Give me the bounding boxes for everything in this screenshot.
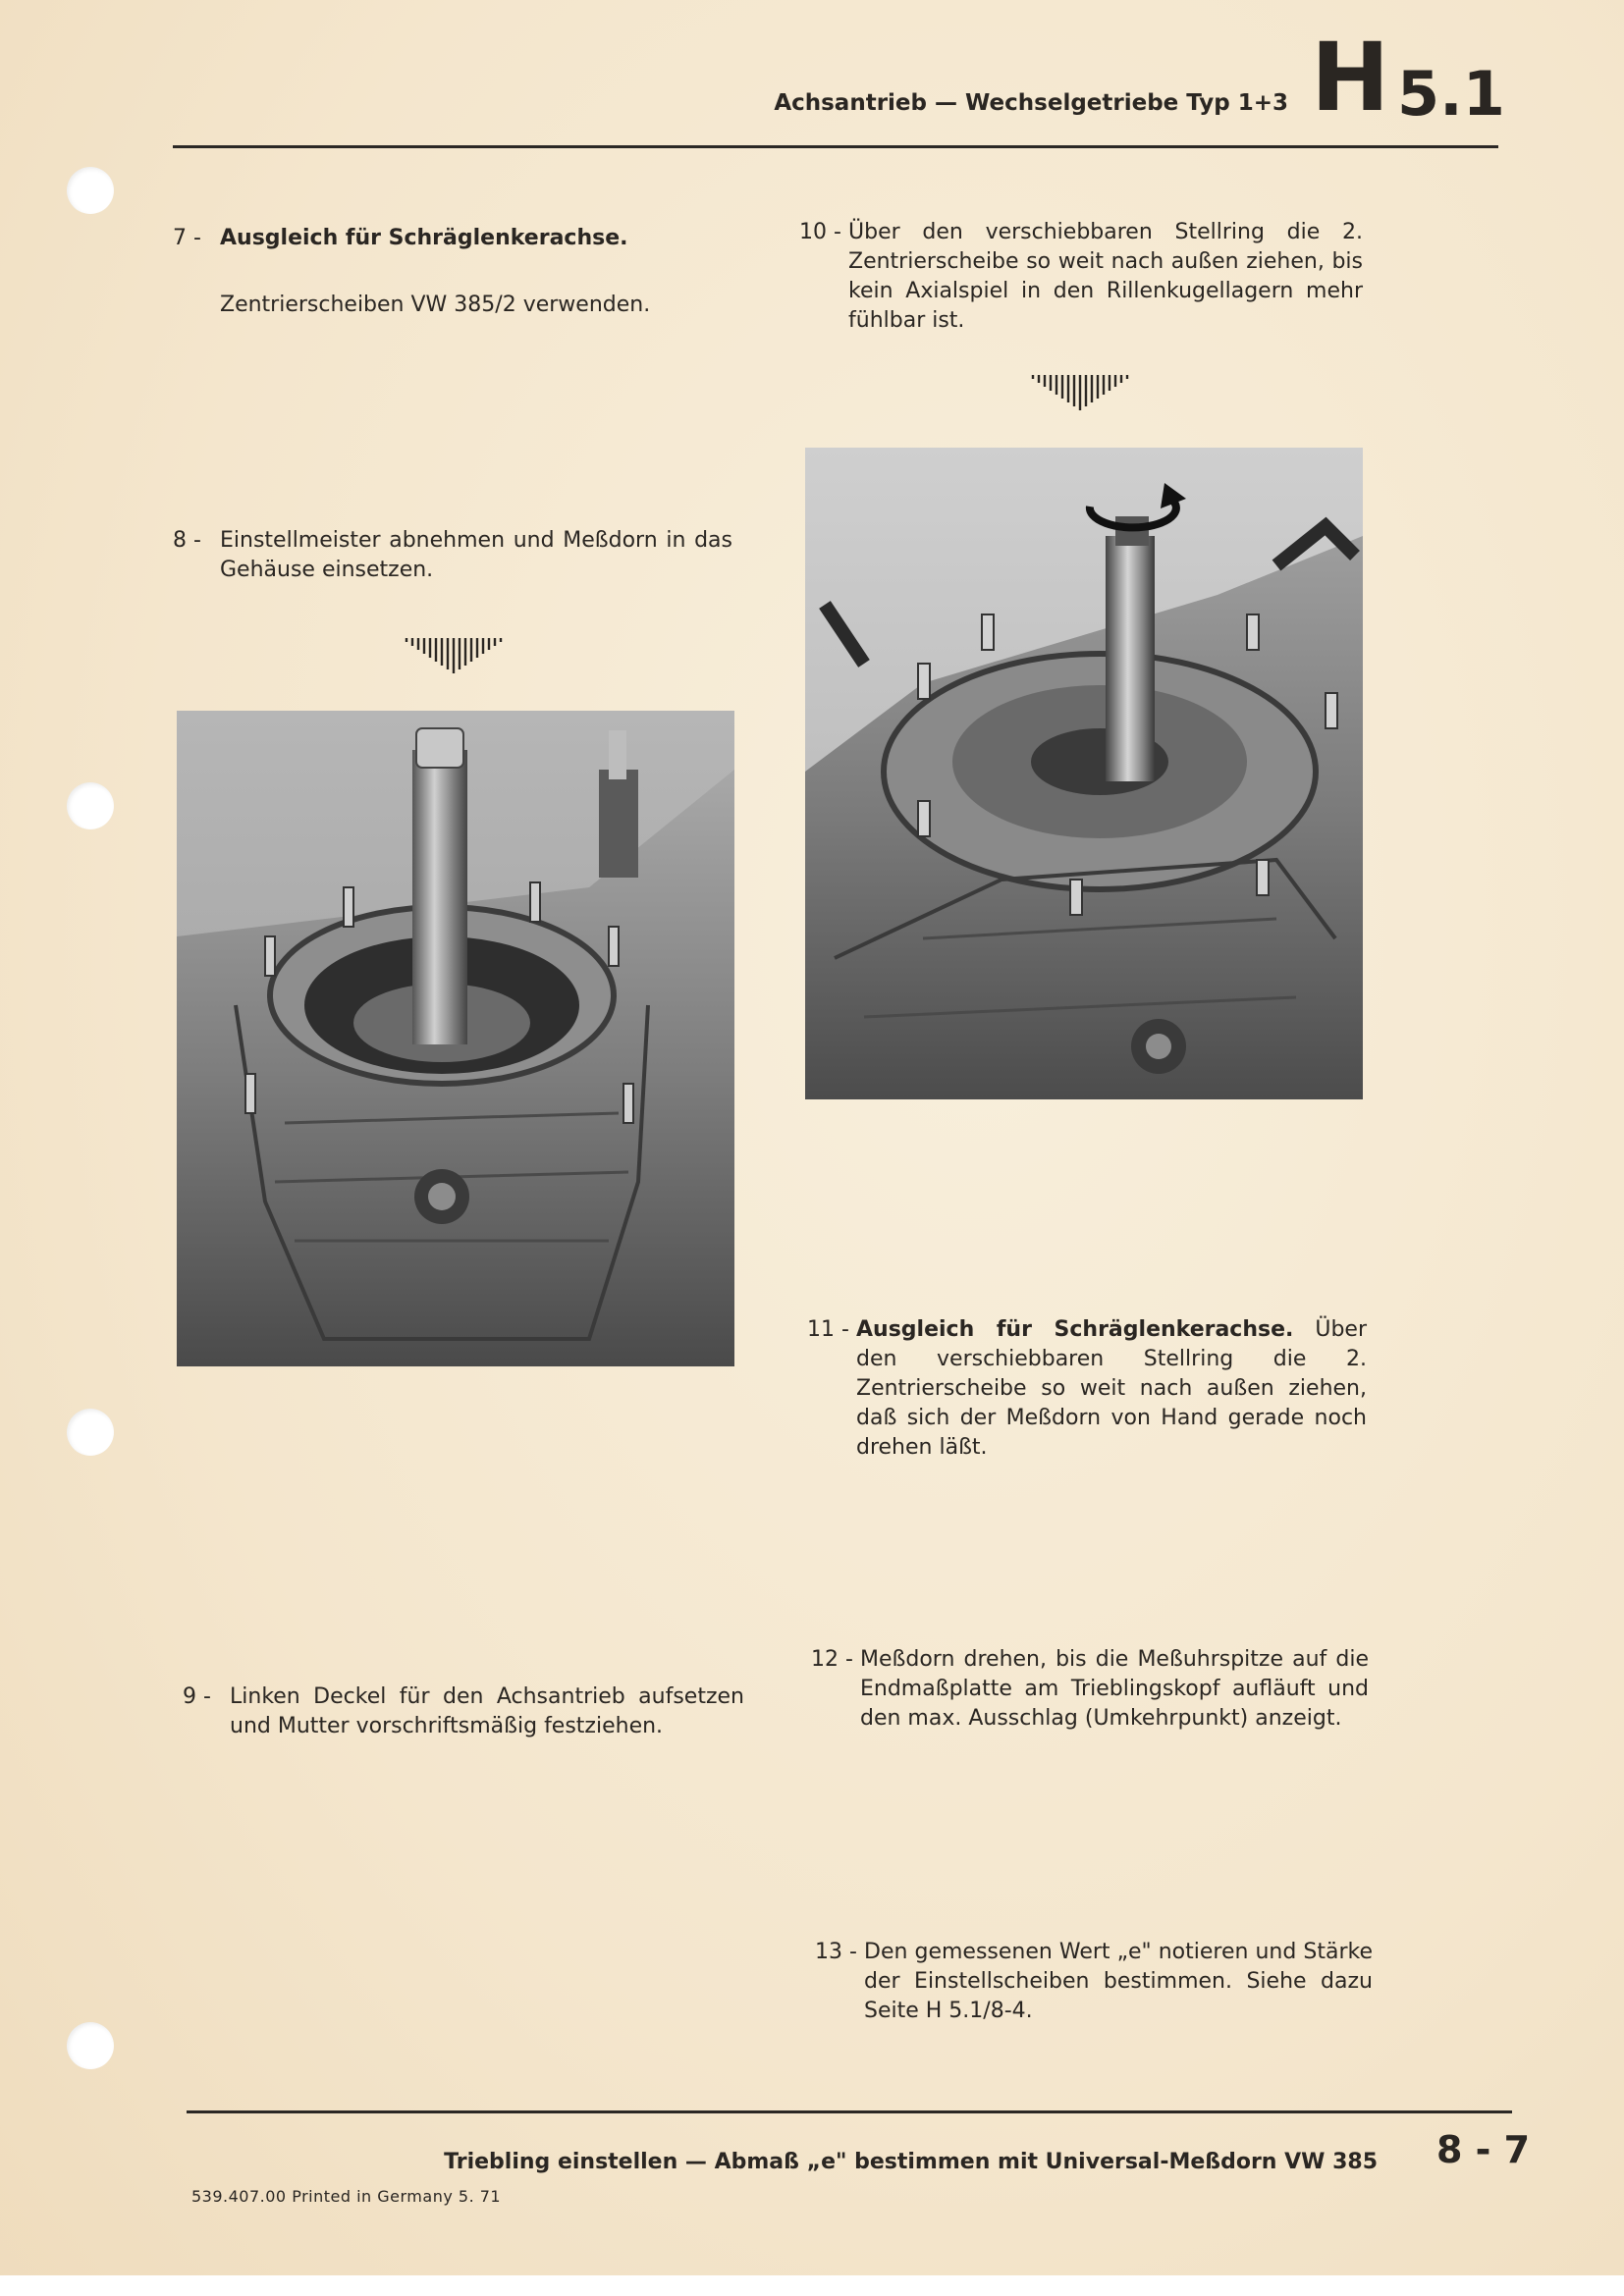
punch-hole xyxy=(67,2022,114,2069)
page-number: 8 - 7 xyxy=(1436,2128,1531,2171)
section-letter: H xyxy=(1311,23,1390,133)
step-10 xyxy=(799,218,1363,346)
header-rule xyxy=(173,145,1498,148)
scan-edge xyxy=(0,2275,1624,2296)
step-number: 7 - xyxy=(173,226,201,250)
section-id xyxy=(1311,24,1507,132)
down-arrow-icon xyxy=(403,636,507,675)
step-13 xyxy=(815,1938,1373,2036)
footer-title: Triebling einstellen — Abmaß „e" bestimmen mit Universal-Meßdorn VW 385 xyxy=(444,2150,1378,2174)
step-text: Ausgleich für Schräglenkerachse. Über den verschiebbaren Stellring die 2. Zentrierscheibe so weit nach außen ziehen, daß sich der Meßdorn von Hand gerade noch drehen läßt. xyxy=(856,1317,1367,1460)
step-text: Meßdorn drehen, bis die Meßuhrspitze auf die Endmaßplatte am Trieblingskopf aufläuft und den max. Ausschlag (Umkehrpunkt) anzeigt. xyxy=(860,1647,1369,1731)
photo-gearbox-measuring-arbor xyxy=(177,711,734,1366)
step-12 xyxy=(811,1645,1369,1773)
step-text xyxy=(220,224,740,253)
punch-hole xyxy=(67,1409,114,1456)
step-number: 13 - xyxy=(815,1940,857,1964)
step-bold-text: Ausgleich für Schräglenkerachse. xyxy=(856,1317,1294,1342)
step-number: 11 - xyxy=(807,1317,849,1342)
step-7 xyxy=(173,224,742,263)
punch-hole xyxy=(67,782,114,829)
step-bold-text: Ausgleich für Schräglenkerachse. xyxy=(220,226,628,250)
step-number: 8 - xyxy=(173,528,201,553)
step-11 xyxy=(807,1315,1367,1472)
step-7-note: Zentrierscheiben VW 385/2 verwenden. xyxy=(220,293,651,317)
step-number: 9 - xyxy=(183,1684,211,1709)
punch-hole xyxy=(67,167,114,214)
step-text: Über den verschiebbaren Stellring die 2. Zentrierscheibe so weit nach außen ziehen, bis kein Axialspiel in den Rillenkugellagern mehr fühlbar ist. xyxy=(848,220,1363,333)
print-info: 539.407.00 Printed in Germany 5. 71 xyxy=(191,2187,502,2206)
step-text: Den gemessenen Wert „e" notieren und Stärke der Einstellscheiben bestimmen. Siehe dazu Seite H 5.1/8-4. xyxy=(864,1940,1373,2023)
step-number: 10 - xyxy=(799,220,841,244)
step-text: Einstellmeister abnehmen und Meßdorn in das Gehäuse einsetzen. xyxy=(220,528,732,582)
down-arrow-icon xyxy=(1029,373,1133,412)
step-number: 12 - xyxy=(811,1647,853,1672)
photo-turning-arbor xyxy=(805,448,1363,1099)
step-9 xyxy=(183,1682,742,1751)
step-8 xyxy=(173,526,732,595)
header-title: Achsantrieb — Wechselgetriebe Typ 1+3 xyxy=(774,90,1288,116)
step-text: Linken Deckel für den Achsantrieb aufsetzen und Mutter vorschriftsmäßig festziehen. xyxy=(230,1684,744,1738)
footer-rule xyxy=(187,2110,1512,2113)
section-number: 5.1 xyxy=(1397,58,1505,130)
